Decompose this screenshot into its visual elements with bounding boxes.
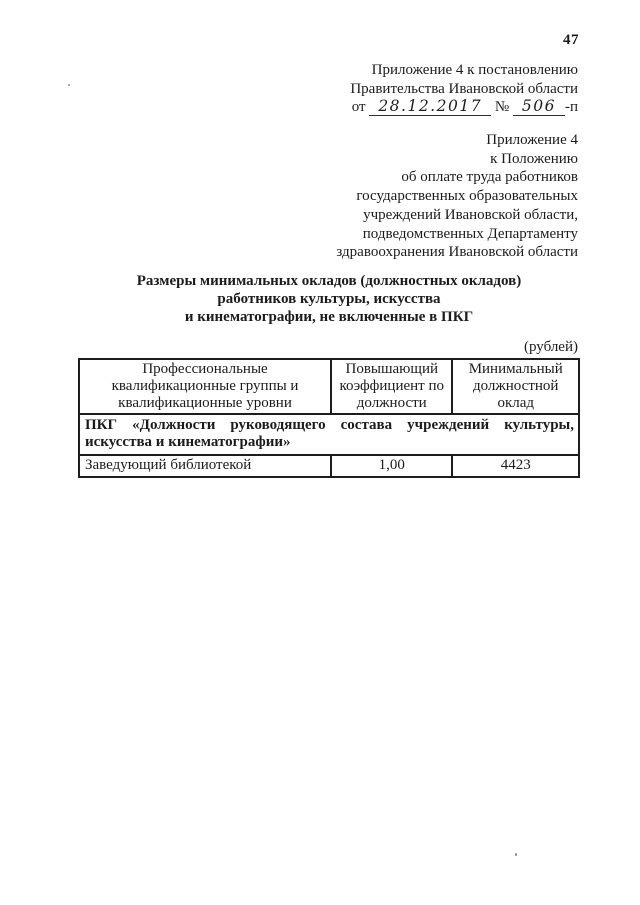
table-row [79, 455, 579, 477]
number-sign: № [494, 99, 510, 116]
header-line: квалификационные уровни [118, 395, 292, 411]
header-line: коэффициент по [339, 378, 444, 394]
column-header-qualification-groups [79, 359, 331, 414]
pkg-group-cell [79, 414, 579, 455]
regulation-line: об оплате труда работников [401, 169, 578, 186]
header-line: должностной [473, 378, 559, 394]
regulation-appendix-block [336, 131, 578, 262]
scan-speck [68, 84, 70, 86]
units-note: (рублей) [523, 339, 578, 355]
header-line: Минимальный [468, 361, 563, 377]
document-title [78, 272, 580, 326]
pkg-group-row [79, 414, 579, 455]
header-line: квалификационные группы и [111, 378, 299, 394]
pkg-group-line: ПКГ «Должности руководящего состава учреждений культуры, [85, 417, 574, 433]
header-line: Повышающий [345, 361, 438, 377]
table-header-row [79, 359, 579, 414]
resolution-appendix-block [350, 61, 578, 117]
handwritten-date: 28.12.2017 [369, 99, 491, 116]
pkg-group-line: искусства и кинематографии» [85, 434, 291, 450]
regulation-line: подведомственных Департаменту [362, 225, 578, 242]
salary-cell: 4423 [452, 455, 579, 477]
header-line: должности [356, 395, 427, 411]
position-cell: Заведующий библиотекой [79, 455, 331, 477]
date-prefix: от [351, 99, 366, 116]
regulation-line: государственных образовательных [356, 188, 578, 205]
coefficient-cell: 1,00 [331, 455, 452, 477]
number-suffix: -п [564, 99, 578, 116]
resolution-date-number-line [350, 98, 578, 117]
regulation-line: к Положению [490, 150, 578, 167]
page-number: 47 [563, 32, 579, 48]
scan-speck [515, 853, 517, 856]
column-header-coefficient [331, 359, 452, 414]
title-line: и кинематографии, не включенные в ПКГ [184, 309, 474, 325]
title-line: работников культуры, искусства [217, 291, 441, 307]
regulation-line: учреждений Ивановской области, [363, 206, 578, 223]
resolution-line: Правительства Ивановской области [350, 80, 578, 97]
regulation-line: здравоохранения Ивановской области [336, 244, 578, 261]
column-header-minimum-salary [452, 359, 579, 414]
header-line: Профессиональные [142, 361, 268, 377]
title-line: Размеры минимальных окладов (должностных окладов) [136, 273, 522, 289]
salary-table [78, 358, 580, 478]
header-line: оклад [497, 395, 534, 411]
resolution-line: Приложение 4 к постановлению [371, 62, 578, 78]
handwritten-number: 506 [513, 99, 565, 116]
regulation-line: Приложение 4 [486, 132, 578, 148]
